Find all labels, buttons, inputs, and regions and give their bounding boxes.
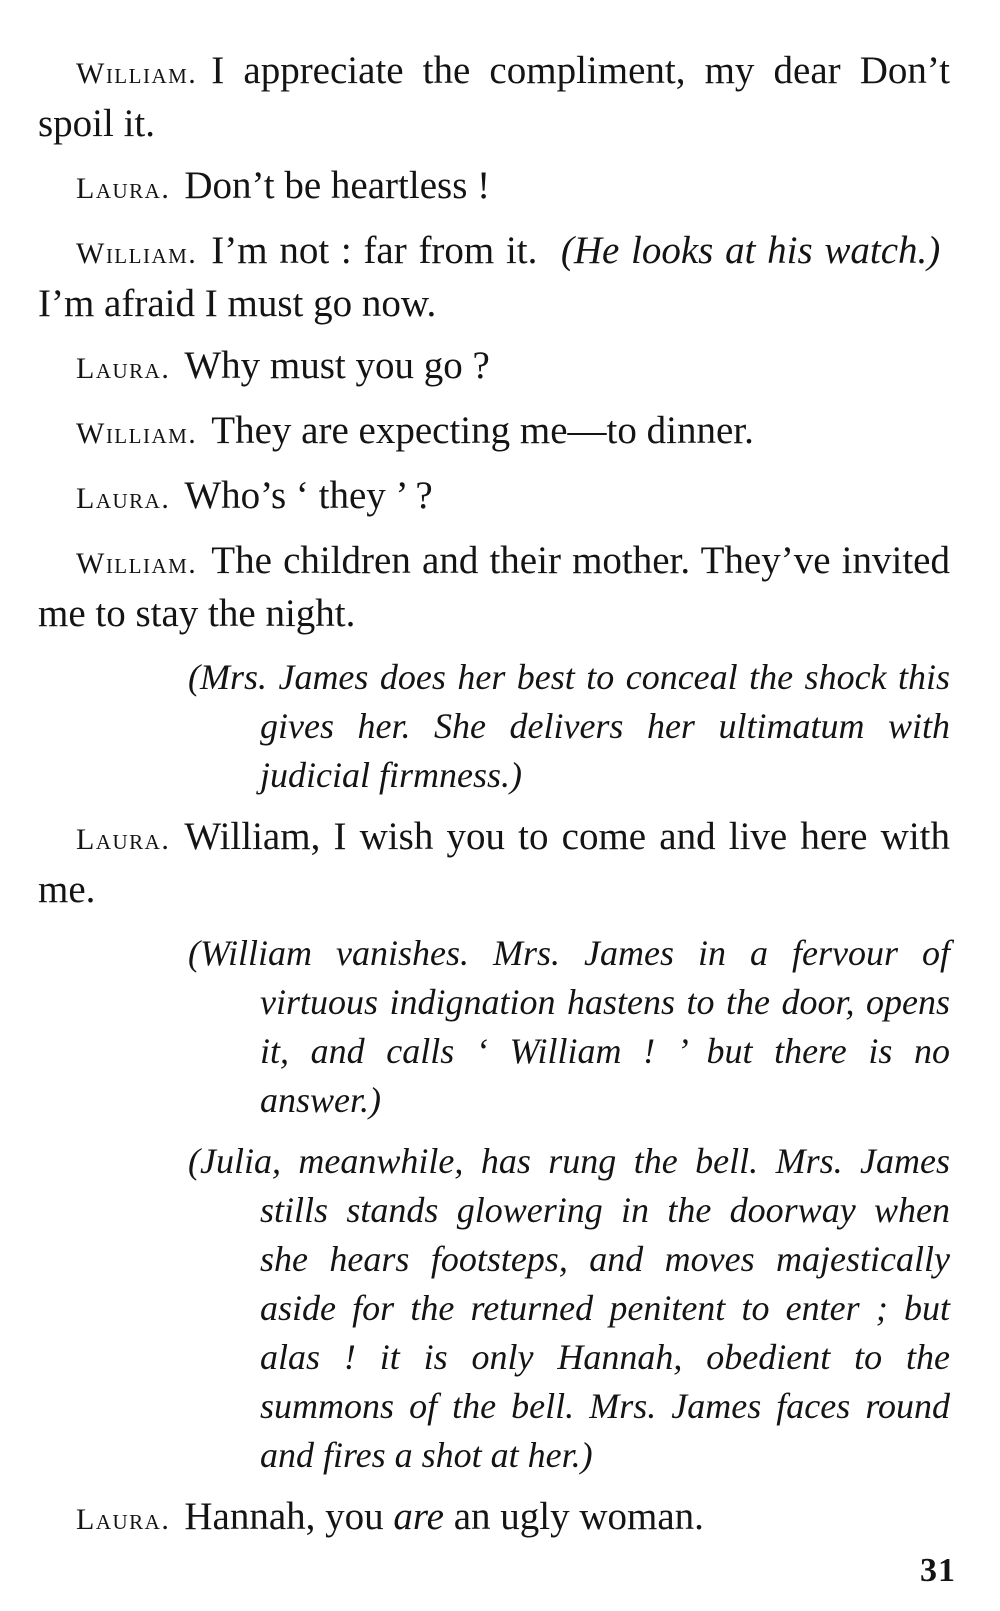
- speaker-name: William.: [76, 417, 198, 450]
- speech-line: [38, 406, 950, 459]
- speech-line: [38, 536, 950, 639]
- speech-text: Who’s ‘ they ’ ?: [184, 474, 433, 517]
- speaker-name: William.: [76, 547, 198, 580]
- speech-line: [38, 471, 950, 524]
- stage-direction: (William vanishes. Mrs. James in a fervour of virtuous indignation hastens to the door, opens it, and calls ‘ William ! ’ but there is no answer.): [188, 933, 950, 1120]
- play-page: [38, 46, 950, 1557]
- speech-text: William, I wish you to come and live here with me.: [38, 815, 950, 911]
- speech-line: [38, 1492, 950, 1545]
- speech-line: [38, 226, 950, 329]
- speech-line: [38, 161, 950, 214]
- emphasis-text: are: [393, 1495, 444, 1538]
- stage-direction: (Mrs. James does her best to conceal the shock this gives her. She delivers her ultimatum with judicial firmness.): [188, 657, 950, 795]
- speech-text: I’m not : far from it.: [211, 229, 538, 272]
- speaker-name: Laura.: [76, 352, 171, 385]
- speaker-name: William.: [76, 57, 198, 90]
- speech-text: I’m afraid I must go now.: [38, 282, 437, 325]
- speech-line: [38, 341, 950, 394]
- speaker-name: Laura.: [76, 823, 171, 856]
- speech-text: an ugly woman.: [453, 1495, 704, 1538]
- speech-line: [38, 812, 950, 915]
- page-number: 31: [920, 1552, 956, 1589]
- speaker-name: Laura.: [76, 172, 171, 205]
- speaker-name: William.: [76, 237, 198, 270]
- speech-text: The children and their mother. They’ve invited me to stay the night.: [38, 539, 950, 635]
- speech-text: Don’t be heartless !: [184, 164, 491, 207]
- speech-text: They are expecting me—to dinner.: [211, 409, 754, 452]
- speech-line: [38, 46, 950, 149]
- speech-text: Hannah, you: [184, 1495, 384, 1538]
- inline-stage-direction: (He looks at his watch.): [560, 229, 941, 272]
- speaker-name: Laura.: [76, 482, 171, 515]
- speaker-name: Laura.: [76, 1503, 171, 1536]
- speech-text: Why must you go ?: [184, 344, 490, 387]
- stage-direction: (Julia, meanwhile, has rung the bell. Mrs. James stills stands glowering in the doorway when she hears footsteps, and moves majestically aside for the returned penitent to enter ; but alas ! it is only Hannah, obedient to the summons of the bell. Mrs. James faces round and fires a shot at her.): [188, 1141, 950, 1475]
- speech-text: I appreciate the compliment, my dear Don’t spoil it.: [38, 49, 950, 145]
